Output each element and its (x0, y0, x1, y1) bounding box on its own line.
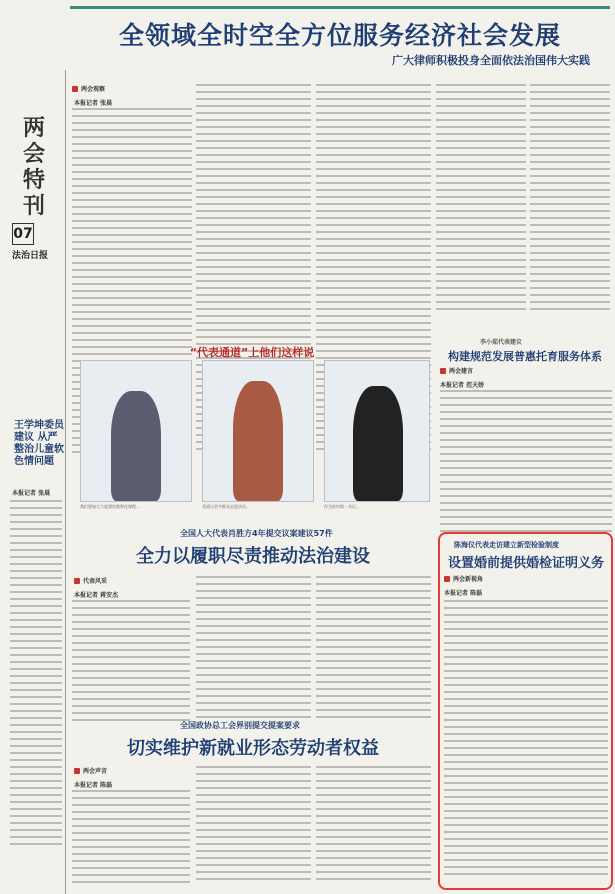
bottom-section: 两会声音 (74, 766, 107, 775)
bottom-reporter: 本报记者 陈磊 (74, 782, 113, 789)
sidebar-reporter: 本报记者 张晨 (12, 490, 51, 497)
right-top-body (440, 390, 612, 537)
bottom-kicker: 全国政协总工会界别提交提案要求 (180, 721, 300, 730)
middle-body-col1 (72, 600, 190, 726)
masthead-sidebar (0, 70, 66, 894)
vertical-title: 两会特刊 (22, 115, 45, 219)
section-marker-icon (74, 578, 80, 584)
right-top-reporter: 本报记者 范天娇 (440, 382, 485, 389)
top-body-col5 (530, 84, 610, 315)
right-top-intro: 李小茹代表建议 (480, 339, 523, 346)
highlight-headline: 设置婚前提供婚检证明义务 (447, 556, 604, 571)
middle-section: 代表风采 (74, 576, 107, 585)
top-green-rule (70, 6, 610, 9)
person-figure (111, 391, 161, 501)
bottom-body-col3 (316, 766, 431, 885)
top-section-tag: 两会观察 (72, 84, 105, 93)
middle-body-col2 (196, 576, 311, 723)
right-top-section: 两会建言 (440, 366, 473, 375)
section-marker-icon (72, 86, 78, 92)
top-body-col4 (436, 84, 526, 315)
highlight-section: 两会新视角 (444, 574, 483, 583)
highlight-body (444, 600, 608, 880)
section-marker-icon (440, 368, 446, 374)
bottom-body-col1 (72, 790, 190, 888)
photo-2 (202, 360, 314, 502)
highlight-reporter: 本报记者 陈磊 (444, 590, 483, 597)
person-figure (353, 386, 403, 501)
paper-name: 法治日报 (12, 251, 49, 261)
middle-body-col3 (316, 576, 431, 723)
photo-2-caption: 希望让更多群众走进法治... (202, 504, 250, 509)
highlight-kicker: 陈海仪代表走访建立新型检验制度 (454, 541, 559, 549)
top-reporter: 本报记者 张晨 (74, 100, 113, 107)
middle-kicker: 全国人大代表肖胜方4年提交议案建议57件 (180, 529, 333, 538)
middle-reporter: 本报记者 蒋安杰 (74, 592, 119, 599)
page-number: 07 (12, 223, 34, 245)
photo-3-caption: 作为驻村第一书记... (324, 504, 360, 509)
feature-banner: “代表通道”上他们这样说 (189, 346, 315, 359)
photo-3 (324, 360, 430, 502)
section-marker-icon (74, 768, 80, 774)
page-subheadline: 广大律师积极投身全面依法治国伟大实践 (392, 54, 590, 67)
section-marker-icon (444, 576, 450, 582)
bottom-headline: 切实维护新就业形态劳动者权益 (127, 738, 379, 759)
photo-1 (80, 360, 192, 502)
right-top-headline: 构建规范发展普惠托育服务体系 (448, 350, 602, 363)
middle-headline: 全力以履职尽责推动法治建设 (136, 546, 370, 567)
person-figure (233, 381, 283, 501)
photo-1-caption: 我们要加大力度建设数智化课程... (80, 504, 140, 509)
sidebar-body (10, 500, 62, 850)
bottom-body-col2 (196, 766, 311, 885)
page-headline: 全领域全时空全方位服务经济社会发展 (118, 21, 561, 50)
sidebar-headline: 王学坤委员建议 从严整治儿童软色情问题 (14, 420, 64, 467)
